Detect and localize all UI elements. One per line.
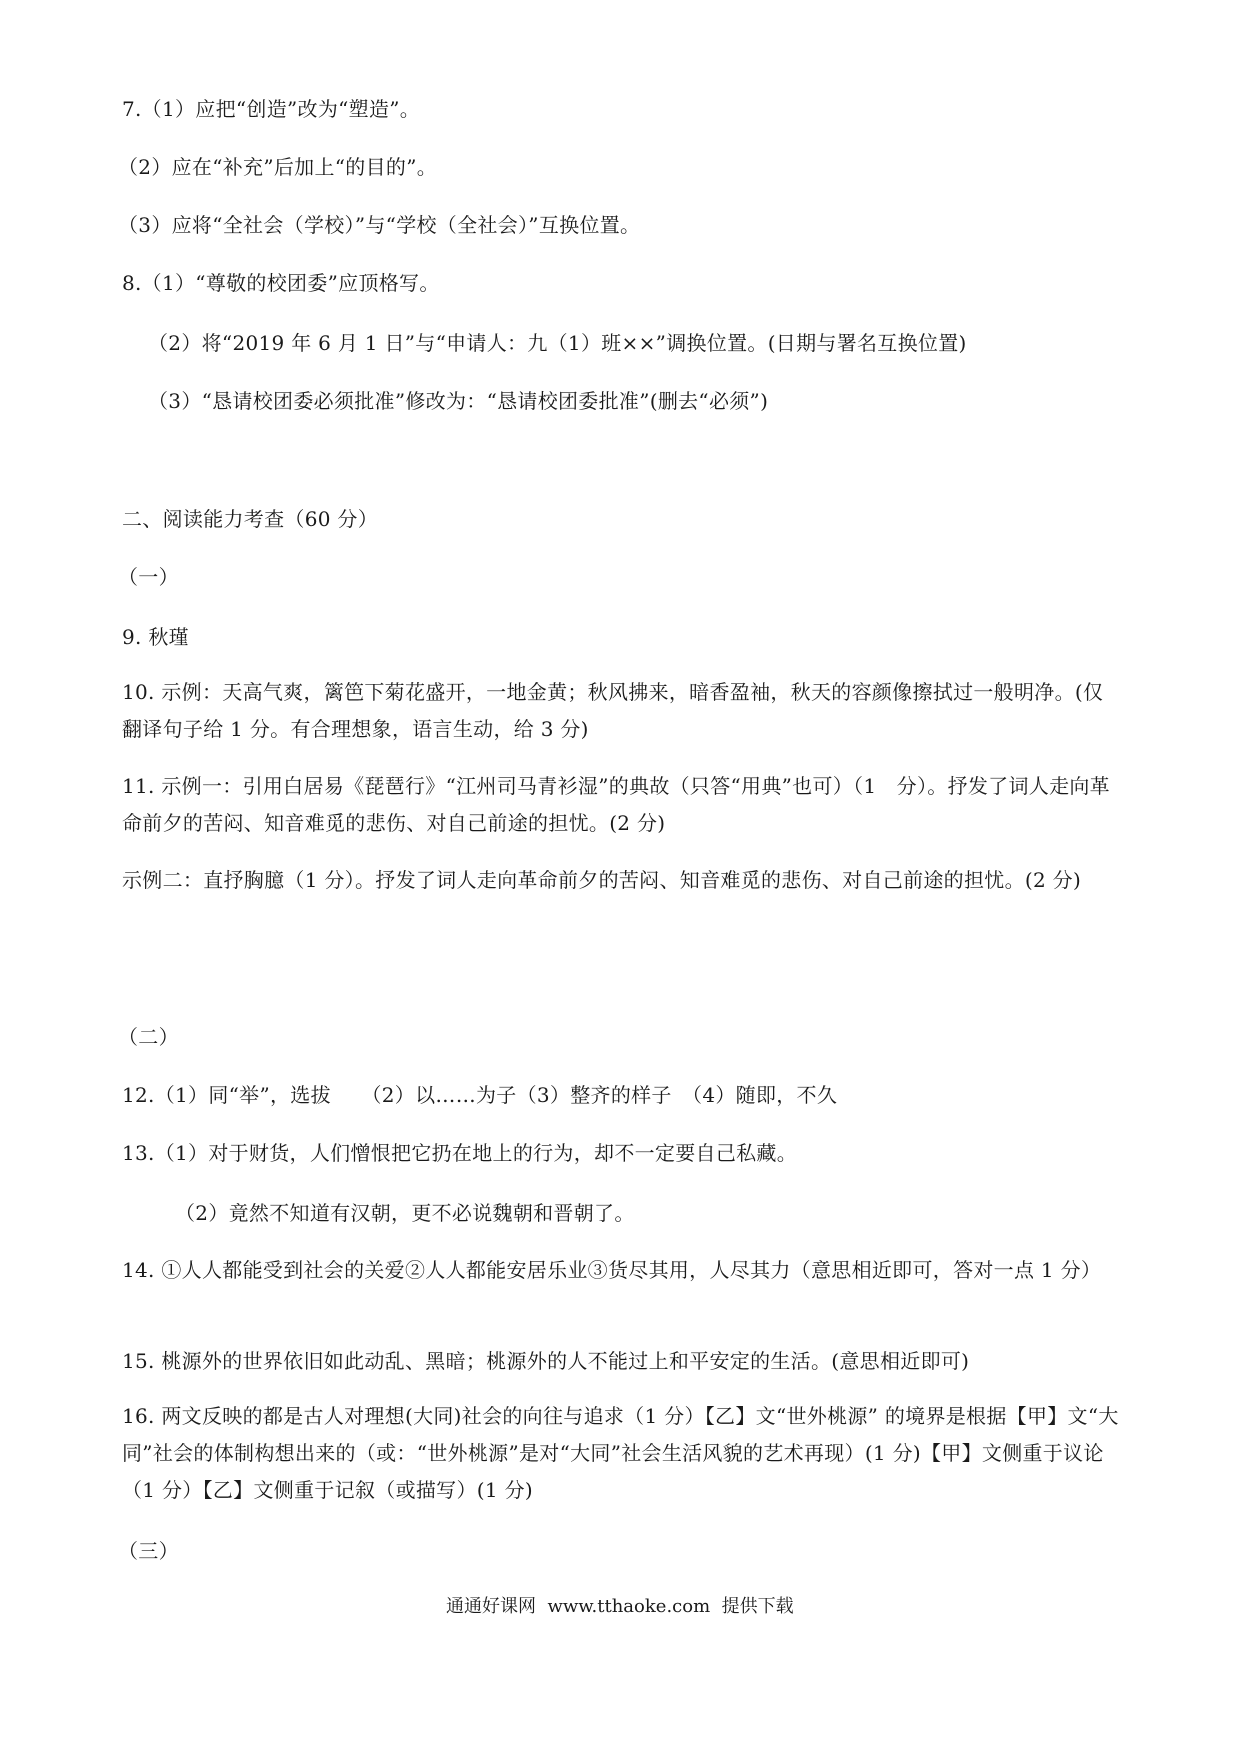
q10-answer: 10. 示例：天高气爽，篱笆下菊花盛开，一地金黄；秋风拂来，暗香盈袖，秋天的容颜像擦拭过一般明净。(仅翻译句子给 1 分。有合理想象，语言生动，给 3 分) bbox=[122, 680, 1104, 741]
q13-answer-1: 13.（1）对于财货，人们憎恨把它扔在地上的行为，却不一定要自己私藏。 bbox=[122, 1141, 798, 1165]
part-3-label: （三） bbox=[118, 1539, 179, 1563]
q9-answer: 9. 秋瑾 bbox=[122, 625, 189, 649]
section-heading: 二、阅读能力考查（60 分） bbox=[122, 507, 379, 531]
q8-line-1: 8.（1）“尊敬的校团委”应顶格写。 bbox=[122, 271, 440, 295]
q14-answer: 14. ①人人都能受到社会的关爱②人人都能安居乐业③货尽其用，人尽其力（意思相近即可，答对一点 1 分） bbox=[122, 1258, 1102, 1282]
q11-example-2: 示例二：直抒胸臆（1 分）。抒发了词人走向革命前夕的苦闷、知音难觅的悲伤、对自己前途的担忧。(2 分) bbox=[122, 868, 1082, 892]
q7-line-1: 7.（1）应把“创造”改为“塑造”。 bbox=[122, 97, 421, 121]
q8-line-2: （2）将“2019 年 6 月 1 日”与“申请人：九（1）班××”调换位置。(日期与署名互换位置) bbox=[148, 331, 967, 355]
q15-answer: 15. 桃源外的世界依旧如此动乱、黑暗；桃源外的人不能过上和平安定的生活。(意思相近即可) bbox=[122, 1349, 970, 1373]
footer-source: 通通好课网 www.tthaoke.com 提供下载 bbox=[446, 1596, 794, 1617]
q16-answer: 16. 两文反映的都是古人对理想(大同)社会的向往与追求（1 分）【乙】文“世外桃源” 的境界是根据【甲】文“大同”社会的体制构想出来的（或：“世外桃源”是对“大同”社会生活风貌的艺术再现）(1 分)【甲】文侧重于议论（1 分）【乙】文侧重于记叙（或描写）(1 分) bbox=[122, 1404, 1119, 1502]
q12-answer: 12.（1）同“举”，选拔 （2）以……为子（3）整齐的样子 （4）随即，不久 bbox=[122, 1083, 838, 1107]
q13-answer-2: （2）竟然不知道有汉朝，更不必说魏朝和晋朝了。 bbox=[175, 1201, 635, 1225]
q8-line-3: （3）“恳请校团委必须批准”修改为：“恳请校团委批准”(删去“必须”) bbox=[148, 389, 769, 413]
q11-example-1: 11. 示例一：引用白居易《琵琶行》“江州司马青衫湿”的典故（只答“用典”也可）（1 分）。抒发了词人走向革命前夕的苦闷、知音难觅的悲伤、对自己前途的担忧。(2 分) bbox=[122, 774, 1110, 835]
part-2-label: （二） bbox=[118, 1025, 179, 1049]
q7-line-2: （2）应在“补充”后加上“的目的”。 bbox=[118, 155, 438, 179]
q7-line-3: （3）应将“全社会（学校）”与“学校（全社会）”互换位置。 bbox=[118, 213, 641, 237]
part-1-label: （一） bbox=[118, 565, 179, 589]
